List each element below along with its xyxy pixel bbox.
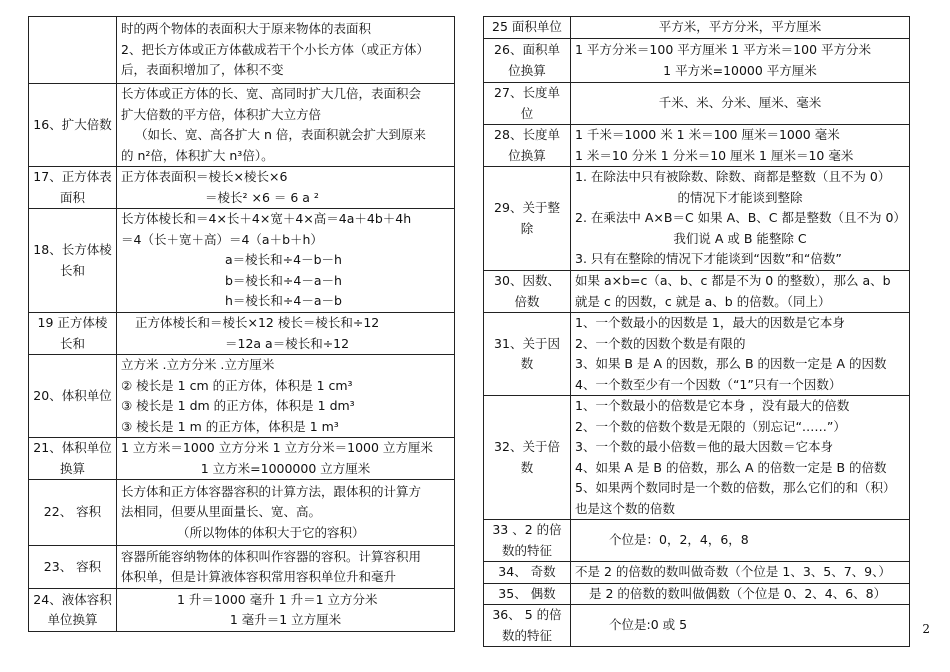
row-content: 长方体或正方体的长、宽、高同时扩大几倍，表面积会 扩大倍数的平方倍，体积扩大立方倍 （如长、宽、高各扩大 n 倍，表面积就会扩大到原来 的 n²倍，体积扩大 n³倍）。 xyxy=(117,84,455,167)
row-label: 34、 奇数 xyxy=(484,562,571,584)
row-label: 18、长方体棱长和 xyxy=(29,209,117,313)
table-row xyxy=(484,83,910,125)
row-label: 31、关于因数 xyxy=(484,313,571,396)
row-content: 容器所能容纳物体的体积叫作容器的容积。计算容积用 体积单，但是计算液体容积常用容积单位升和毫升 xyxy=(117,546,455,589)
row-label: 35、 偶数 xyxy=(484,583,571,605)
row-content: 是 2 的倍数的数叫做偶数（个位是 0、2、4、6、8） xyxy=(571,583,910,605)
table-row xyxy=(29,355,455,438)
table-row xyxy=(484,520,910,562)
row-content: 1、一个数最小的因数是 1，最大的因数是它本身 2、一个数的因数个数是有限的 3、如果 B 是 A 的因数，那么 B 的因数一定是 A 的因数 4、一个数至少有一个因数（“1”只有一个因数） xyxy=(571,313,910,396)
table-row xyxy=(484,125,910,167)
table-row xyxy=(29,167,455,209)
row-content: 个位是：0，2，4，6，8 xyxy=(571,520,910,562)
row-content: 如果 a×b=c（a、b、c 都是不为 0 的整数），那么 a、b 就是 c 的因数，c 就是 a、b 的倍数。（同上） xyxy=(571,271,910,313)
left-table xyxy=(28,16,455,632)
row-label: 27、长度单位 xyxy=(484,83,571,125)
row-content: 1 升＝1000 毫升 1 升＝1 立方分米 1 毫升＝1 立方厘米 xyxy=(117,589,455,632)
row-content: 个位是:0 或 5 xyxy=(571,605,910,647)
row-content: 正方体棱长和＝棱长×12 棱长＝棱长和÷12 ＝12a a＝棱长和÷12 xyxy=(117,313,455,355)
table-row xyxy=(484,17,910,39)
table-row xyxy=(484,313,910,396)
page-number: 2 xyxy=(922,622,930,636)
row-content: 1. 在除法中只有被除数、除数、商都是整数（且不为 0） 的情况下才能谈到整除 2. 在乘法中 A×B＝C 如果 A、B、C 都是整数（且不为 0） 我们说 A 或 B 能整除 C 3. 只有在整除的情况下才能谈到“因数”和“倍数” xyxy=(571,167,910,271)
row-label: 17、正方体表面积 xyxy=(29,167,117,209)
table-row xyxy=(29,209,455,313)
table-row xyxy=(29,589,455,632)
row-content: 千米、米、分米、厘米、毫米 xyxy=(571,83,910,125)
row-content: 1 千米＝1000 米 1 米＝100 厘米＝1000 毫米 1 米＝10 分米 1 分米＝10 厘米 1 厘米＝10 毫米 xyxy=(571,125,910,167)
table-row xyxy=(484,396,910,520)
table-row xyxy=(484,605,910,647)
row-label: 25 面积单位 xyxy=(484,17,571,39)
row-label: 28、长度单位换算 xyxy=(484,125,571,167)
row-label: 22、 容积 xyxy=(29,480,117,546)
table-row xyxy=(29,84,455,167)
row-content: 1 平方分米＝100 平方厘米 1 平方米＝100 平方分米 1 平方米=10000 平方厘米 xyxy=(571,39,910,83)
row-label: 26、面积单位换算 xyxy=(484,39,571,83)
table-row xyxy=(484,562,910,584)
row-content: 立方米 .立方分米 .立方厘米 ② 棱长是 1 cm 的正方体，体积是 1 cm³ ③ 棱长是 1 dm 的正方体，体积是 1 dm³ ③ 棱长是 1 m 的正方体，体积是 1 m³ xyxy=(117,355,455,438)
row-content: 正方体表面积＝棱长×棱长×6 ＝棱长² ×6 ＝ 6 a ² xyxy=(117,167,455,209)
table-row xyxy=(29,17,455,84)
table-row xyxy=(484,583,910,605)
table-row xyxy=(484,39,910,83)
row-label: 33 、2 的倍数的特征 xyxy=(484,520,571,562)
row-label: 19 正方体棱长和 xyxy=(29,313,117,355)
row-label: 32、关于倍数 xyxy=(484,396,571,520)
table-row xyxy=(29,546,455,589)
row-content: 时的两个物体的表面积大于原来物体的表面积 2、把长方体或正方体截成若干个小长方体（或正方体） 后，表面积增加了，体积不变 xyxy=(117,17,455,84)
row-content: 1、一个数最小的倍数是它本身 ，没有最大的倍数 2、一个数的倍数个数是无限的（别忘记“……”） 3、一个数的最小倍数＝他的最大因数＝它本身 4、如果 A 是 B 的倍数，那么 A 的倍数一定是 B 的倍数 5、如果两个数同时是一个数的倍数，那么它们的和（积） 也是这个数的倍数 xyxy=(571,396,910,520)
table-row xyxy=(29,438,455,480)
table-row xyxy=(484,167,910,271)
row-label: 23、 容积 xyxy=(29,546,117,589)
row-label: 29、关于整除 xyxy=(484,167,571,271)
row-label: 36、 5 的倍数的特征 xyxy=(484,605,571,647)
row-content: 长方体棱长和＝4×长＋4×宽＋4×高＝4a＋4b＋4h ＝4（长＋宽＋高）＝4（a＋b＋h） a＝棱长和÷4－b－h b＝棱长和÷4－a－h h＝棱长和÷4－a－b xyxy=(117,209,455,313)
row-content: 不是 2 的倍数的数叫做奇数（个位是 1、3、5、7、9、） xyxy=(571,562,910,584)
right-table xyxy=(483,16,910,647)
table-row xyxy=(29,480,455,546)
row-label: 24、液体容积单位换算 xyxy=(29,589,117,632)
row-label: 21、体积单位换算 xyxy=(29,438,117,480)
row-content: 长方体和正方体容器容积的计算方法，跟体积的计算方 法相同，但要从里面量长、宽、高。 （所以物体的体积大于它的容积） xyxy=(117,480,455,546)
row-content: 平方米，平方分米，平方厘米 xyxy=(571,17,910,39)
table-row xyxy=(29,313,455,355)
table-row xyxy=(484,271,910,313)
row-label: 16、扩大倍数 xyxy=(29,84,117,167)
row-label: 30、因数、倍数 xyxy=(484,271,571,313)
row-label: 20、体积单位 xyxy=(29,355,117,438)
row-label xyxy=(29,17,117,84)
row-content: 1 立方米＝1000 立方分米 1 立方分米＝1000 立方厘米 1 立方米=1000000 立方厘米 xyxy=(117,438,455,480)
